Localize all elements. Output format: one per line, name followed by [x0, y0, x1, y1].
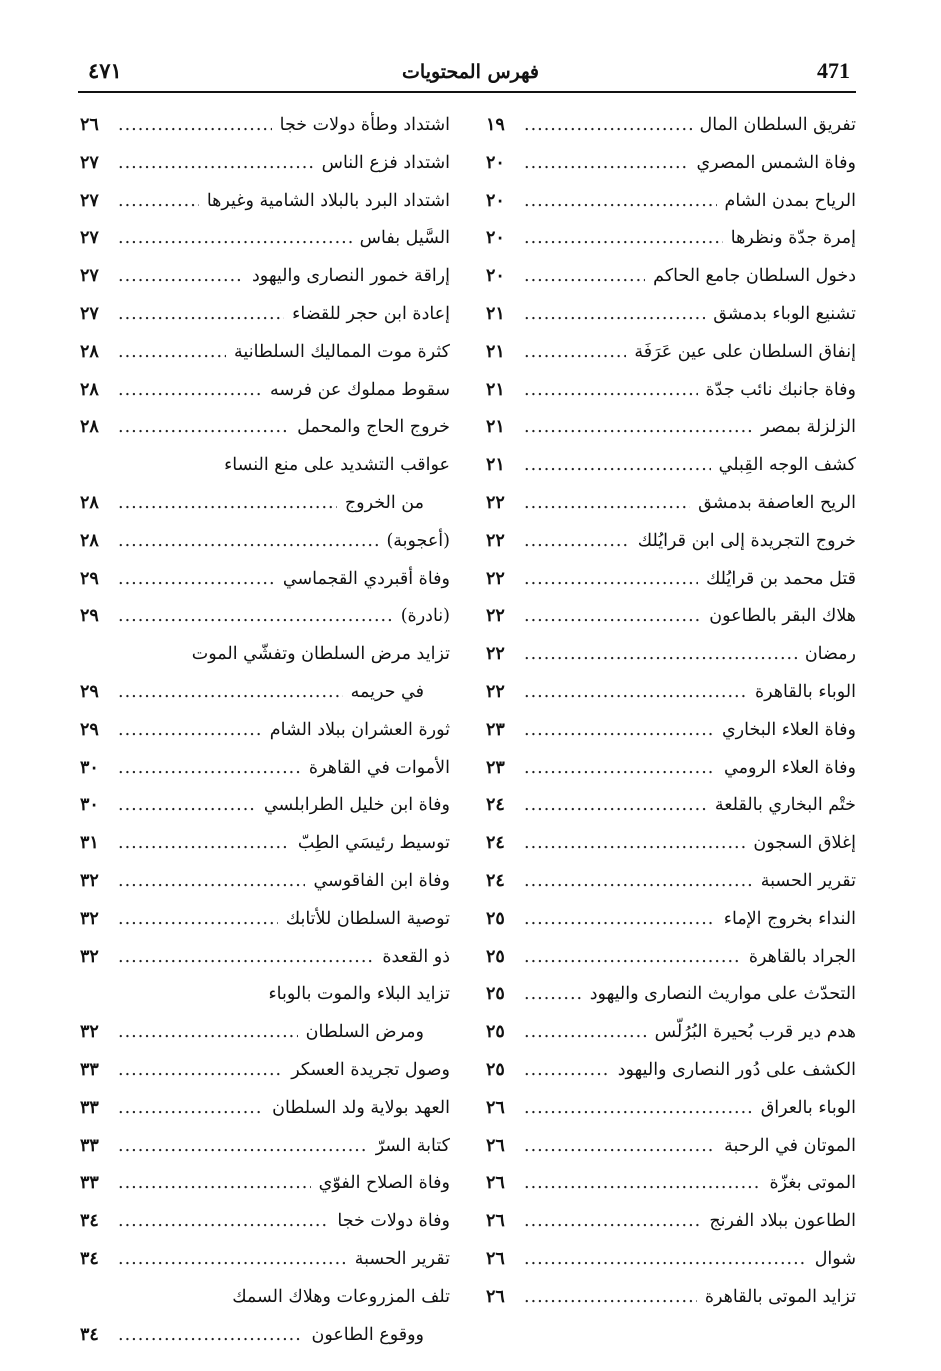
toc-entry: [80, 372, 450, 410]
toc-entry-title: توسيط رئيسَي الطِبّ: [297, 833, 450, 854]
dot-leader: [118, 296, 284, 334]
toc-entry-page: ٢٦: [80, 115, 99, 135]
dot-leader: [524, 636, 797, 674]
toc-entry-page: ٢٥: [486, 908, 505, 929]
toc-entry-title: وصول تجريدة العسكر: [291, 1059, 450, 1080]
toc-entry: [80, 334, 450, 372]
toc-entry-page: ٢٤: [486, 870, 505, 891]
toc-entry-page: ٢٣: [486, 719, 505, 740]
toc-entry: [80, 1165, 450, 1203]
dot-leader: [118, 1165, 311, 1203]
toc-entry-page: ٣٠: [80, 757, 99, 778]
toc-entry-title: إعادة ابن حجر للقضاء: [292, 303, 450, 324]
dot-leader: [524, 1014, 647, 1052]
toc-entry-title: الوباء بالعراق: [760, 1097, 856, 1118]
toc-entry-page: ٢٥: [486, 946, 505, 967]
toc-entry-page: ٢٢: [486, 606, 505, 627]
toc-entry: [80, 712, 450, 750]
toc-entry: [80, 674, 450, 712]
toc-entry-page: ٢٩: [80, 606, 99, 627]
toc-entry-title: الرياح بمدن الشام: [724, 190, 856, 211]
toc-entry-title: العهد بولاية ولد السلطان: [272, 1097, 450, 1118]
toc-entry-title: سقوط مملوك عن فرسه: [269, 379, 450, 400]
dot-leader: [524, 712, 714, 750]
toc-entry-title: الموتى بغزّة: [769, 1173, 856, 1194]
toc-entry: [486, 712, 856, 750]
dot-leader: [524, 901, 716, 939]
toc-entry-title: ومرض السلطان: [305, 1022, 424, 1043]
toc-entry-title: وفاة ابن الفاقوسي: [313, 870, 450, 891]
toc-entry: [486, 1090, 856, 1128]
toc-entry: [486, 561, 856, 599]
toc-entry-title: ختْم البخاري بالقلعة: [714, 795, 856, 816]
dot-leader: [118, 674, 343, 712]
toc-entry: [486, 258, 856, 296]
toc-entry: [80, 825, 450, 863]
toc-entry: [80, 183, 450, 221]
toc-entry-title: وفاة دولات خجا: [337, 1211, 450, 1232]
toc-entry: [486, 863, 856, 901]
toc-entry-page: ٢٨: [80, 530, 99, 551]
toc-entry: [486, 523, 856, 561]
dot-leader: [118, 258, 244, 296]
toc-entry-title: دخول السلطان جامع الحاكم: [653, 266, 856, 287]
toc-entry: [486, 674, 856, 712]
toc-entry-page: ٢٦: [486, 1135, 505, 1156]
toc-entry: [80, 1128, 450, 1166]
toc-entry-title: تلف المزروعات وهلاك السمك: [232, 1286, 450, 1307]
toc-entry-title: الزلزلة بمصر: [761, 417, 856, 438]
toc-entry-page: ٢٥: [486, 984, 505, 1005]
toc-entry-page: ٢٨: [80, 379, 99, 400]
toc-entry: [486, 976, 856, 1014]
dot-leader: [524, 1241, 807, 1279]
toc-entry-page: ٢٨: [80, 492, 99, 513]
toc-entry-title: السَّيل بفاس: [359, 228, 450, 249]
toc-entry: [80, 863, 450, 901]
toc-entry-page: ٢٠: [486, 190, 505, 211]
toc-entry-title: الأموات في القاهرة: [308, 757, 450, 778]
toc-entry-page: ٢٧: [80, 266, 99, 287]
dot-leader: [118, 334, 226, 372]
toc-entry-page: ٢٨: [80, 417, 99, 438]
toc-entry-title: (نادرة): [400, 606, 450, 627]
toc-entry-page: ٣١: [80, 833, 99, 854]
toc-entry-title: اشتداد فزع الناس: [321, 152, 450, 173]
dot-leader: [118, 939, 374, 977]
dot-leader: [118, 1052, 283, 1090]
toc-column-right: [486, 107, 856, 1317]
toc-entry: [80, 1279, 450, 1317]
toc-entry: [80, 939, 450, 977]
toc-entry: [80, 107, 450, 145]
toc-entry: [80, 976, 450, 1014]
dot-leader: [524, 561, 698, 599]
toc-entry-title: إراقة خمور النصارى واليهود: [252, 266, 450, 287]
dot-leader: [118, 750, 301, 788]
toc-entry: [80, 1203, 450, 1241]
toc-entry-page: ٢٦: [486, 1248, 505, 1269]
toc-entry: [486, 787, 856, 825]
toc-entry: [80, 750, 450, 788]
dot-leader: [524, 1279, 697, 1317]
toc-entry-page: ٣٤: [80, 1248, 99, 1269]
toc-entry-title: إمرة جدّة ونظرها: [730, 228, 856, 249]
toc-entry-page: ٣٢: [80, 1022, 99, 1043]
toc-entry-page: ٣٣: [80, 1135, 99, 1156]
toc-entry-page: ٣٠: [80, 795, 99, 816]
toc-entry-title: ثورة العشران ببلاد الشام: [269, 719, 450, 740]
toc-entry-title: من الخروج: [344, 492, 424, 513]
toc-entry: [486, 1241, 856, 1279]
toc-entry: [486, 901, 856, 939]
toc-entry-title: الجراد بالقاهرة: [748, 946, 856, 967]
dot-leader: [118, 561, 275, 599]
toc-entry-page: ٢٦: [486, 1173, 505, 1194]
dot-leader: [118, 598, 393, 636]
toc-entry-title: وفاة الصلاح الفوّي: [318, 1173, 450, 1194]
toc-entry: [80, 1317, 450, 1355]
toc-entry-page: ٢١: [486, 303, 505, 324]
toc-entry-title: (أعجوبة): [386, 530, 450, 551]
toc-entry-title: تقرير الحسبة: [760, 870, 856, 891]
toc-entry-title: تشنيع الوباء بدمشق: [713, 303, 856, 324]
page-number-arabic: ٤٧١: [88, 58, 122, 83]
dot-leader: [524, 145, 688, 183]
toc-entry-page: ٢٧: [80, 190, 99, 211]
toc-entry-page: ٢١: [486, 417, 505, 438]
toc-entry-page: ٢٩: [80, 681, 99, 702]
toc-entry: [486, 372, 856, 410]
toc-entry-page: ٢٠: [486, 228, 505, 249]
page-number-latin: 471: [817, 58, 850, 83]
toc-entry-page: ٢٧: [80, 228, 99, 249]
toc-entry-title: الموتان في الرحبة: [724, 1135, 856, 1156]
toc-entry-title: خروج التجريدة إلى ابن قرايُلك: [637, 530, 856, 551]
dot-leader: [524, 939, 741, 977]
toc-entry-page: ٣٣: [80, 1173, 99, 1194]
dot-leader: [524, 674, 747, 712]
dot-leader: [524, 447, 711, 485]
toc-entry-page: ٢١: [486, 379, 505, 400]
toc-entry-page: ٢٦: [486, 1211, 505, 1232]
toc-entry-title: التحدّث على مواريث النصارى واليهود: [589, 984, 856, 1005]
dot-leader: [524, 1090, 753, 1128]
toc-entry-page: ٢٢: [486, 644, 505, 665]
toc-column-left: [80, 107, 450, 1354]
dot-leader: [524, 409, 753, 447]
toc-entry-title: وفاة العلاء الرومي: [723, 757, 856, 778]
toc-entry-page: ٢٦: [486, 1286, 505, 1307]
toc-entry-title: ووقوع الطاعون: [311, 1324, 424, 1345]
toc-entry: [80, 145, 450, 183]
toc-entry-title: اشتداد وطأة دولات خجا: [279, 115, 450, 135]
dot-leader: [118, 1090, 264, 1128]
toc-entry: [80, 258, 450, 296]
toc-entry: [486, 825, 856, 863]
dot-leader: [118, 523, 378, 561]
toc-entry-title: النداء بخروج الإماء: [723, 908, 856, 929]
toc-entry-page: ٢٧: [80, 152, 99, 173]
toc-entry: [486, 183, 856, 221]
toc-entry-page: ٣٢: [80, 908, 99, 929]
dot-leader: [524, 976, 582, 1014]
dot-leader: [118, 145, 314, 183]
toc-entry-title: إغلاق السجون: [753, 833, 856, 854]
toc-entry: [486, 220, 856, 258]
toc-entry-title: كتابة السرّ: [375, 1135, 450, 1156]
toc-entry-title: الوباء بالقاهرة: [754, 681, 856, 702]
toc-entry-title: خروج الحاج والمحمل: [297, 417, 450, 438]
toc-entry: [80, 447, 450, 485]
toc-entry-page: ٢٠: [486, 152, 505, 173]
toc-entry-title: تزايد مرض السلطان وتفشّي الموت: [191, 644, 450, 665]
toc-entry-title: تزايد البلاء والموت بالوباء: [268, 984, 450, 1005]
dot-leader: [524, 485, 690, 523]
toc-entry-page: ٢٧: [80, 303, 99, 324]
toc-entry: [486, 485, 856, 523]
dot-leader: [118, 372, 262, 410]
toc-entry-title: وفاة الشمس المصري: [696, 152, 856, 173]
toc-entry-page: ٢٢: [486, 492, 505, 513]
dot-leader: [118, 1203, 329, 1241]
toc-entry-title: في حريمه: [350, 681, 424, 702]
toc-entry-page: ٣٣: [80, 1097, 99, 1118]
toc-entry: [486, 750, 856, 788]
dot-leader: [524, 334, 626, 372]
dot-leader: [118, 863, 305, 901]
dot-leader: [524, 258, 645, 296]
dot-leader: [524, 1165, 761, 1203]
toc-entry: [80, 1052, 450, 1090]
toc-entry: [486, 1052, 856, 1090]
toc-entry: [486, 598, 856, 636]
toc-entry: [486, 939, 856, 977]
toc-entry: [80, 598, 450, 636]
toc-entry-page: ٢٢: [486, 530, 505, 551]
toc-entry-page: ٢٩: [80, 568, 99, 589]
toc-entry-title: عواقب التشديد على منع النساء: [224, 455, 450, 476]
toc-entry-title: الطاعون ببلاد الفرنج: [709, 1211, 856, 1232]
toc-entry-page: ٣٢: [80, 946, 99, 967]
toc-entry-page: ٣٢: [80, 870, 99, 891]
dot-leader: [118, 220, 352, 258]
toc-entry-title: كثرة موت المماليك السلطانية: [234, 341, 450, 362]
toc-entry-title: وفاة أقبردي القجماسي: [282, 568, 450, 589]
running-title: فهرس المحتويات: [402, 61, 539, 83]
toc-entry: [80, 901, 450, 939]
toc-entry-page: ٢٨: [80, 341, 99, 362]
toc-entry-title: هلاك البقر بالطاعون: [709, 606, 856, 627]
toc-entry: [80, 296, 450, 334]
toc-entry: [80, 561, 450, 599]
dot-leader: [524, 296, 705, 334]
toc-entry-page: ٢٣: [486, 757, 505, 778]
dot-leader: [524, 863, 753, 901]
dot-leader: [524, 220, 723, 258]
toc-entry-page: ٣٣: [80, 1059, 99, 1080]
toc-entry: [80, 787, 450, 825]
toc-entry: [486, 1165, 856, 1203]
toc-entry: [80, 1014, 450, 1052]
dot-leader: [118, 1128, 368, 1166]
toc-entry-title: كشف الوجه القِبلي: [718, 455, 856, 476]
toc-entry: [80, 1241, 450, 1279]
toc-entry-title: الكشف على دُور النصارى واليهود: [617, 1059, 856, 1080]
toc-entry: [486, 334, 856, 372]
toc-entry-title: تزايد الموتى بالقاهرة: [704, 1286, 856, 1307]
dot-leader: [118, 409, 289, 447]
toc-entry-title: وفاة جانبك نائب جدّة: [705, 379, 856, 400]
dot-leader: [524, 372, 698, 410]
toc-entry: [486, 636, 856, 674]
toc-entry-title: اشتداد البرد بالبلاد الشامية وغيرها: [206, 190, 450, 211]
toc-entry-page: ٣٤: [80, 1324, 99, 1345]
toc-entry: [486, 1203, 856, 1241]
toc-entry: [486, 296, 856, 334]
dot-leader: [524, 825, 745, 863]
dot-leader: [524, 183, 717, 221]
toc-entry: [80, 1090, 450, 1128]
toc-entry-title: وفاة ابن خليل الطرابلسي: [263, 795, 450, 816]
header-rule: [78, 91, 856, 93]
toc-entry-title: هدم دير قرب بُحيرة البُرُلّس: [654, 1022, 856, 1043]
toc-entry: [486, 1279, 856, 1317]
dot-leader: [118, 1317, 303, 1355]
dot-leader: [118, 901, 278, 939]
dot-leader: [524, 598, 701, 636]
toc-entry-page: ٢٤: [486, 795, 505, 816]
dot-leader: [524, 750, 716, 788]
toc-entry-title: تفريق السلطان المال: [699, 115, 856, 135]
toc-entry: [80, 409, 450, 447]
dot-leader: [524, 1052, 610, 1090]
toc-entry: [486, 1014, 856, 1052]
toc-entry: [80, 220, 450, 258]
toc-entry-page: ٢٤: [486, 833, 505, 854]
toc-entry: [80, 485, 450, 523]
toc-entry-page: ٢١: [486, 455, 505, 476]
dot-leader: [524, 107, 692, 145]
toc-entry-page: ٢٥: [486, 1022, 505, 1043]
toc-entry-page: ٢٩: [80, 719, 99, 740]
dot-leader: [118, 183, 199, 221]
toc-entry: [80, 523, 450, 561]
toc-entry-page: ٢٢: [486, 681, 505, 702]
toc-entry-page: ٢١: [486, 341, 505, 362]
toc-entry: [486, 447, 856, 485]
dot-leader: [118, 485, 337, 523]
dot-leader: [524, 1128, 716, 1166]
toc-entry-title: ذو القعدة: [382, 946, 450, 967]
toc-entry-page: ٢٦: [486, 1097, 505, 1118]
toc-entry-title: شوال: [814, 1248, 856, 1269]
toc-entry-page: ١٩: [486, 115, 505, 135]
dot-leader: [118, 825, 290, 863]
dot-leader: [524, 1203, 701, 1241]
toc-entry-title: إنفاق السلطان على عين عَرَفَة: [634, 341, 856, 362]
toc-entry: [486, 107, 856, 145]
dot-leader: [118, 1014, 298, 1052]
toc-entry-title: وفاة العلاء البخاري: [721, 719, 856, 740]
dot-leader: [118, 1241, 347, 1279]
toc-entry-title: رمضان: [804, 644, 856, 665]
dot-leader: [524, 523, 630, 561]
toc-entry: [486, 409, 856, 447]
dot-leader: [118, 712, 262, 750]
toc-entry: [486, 145, 856, 183]
dot-leader: [118, 787, 256, 825]
toc-entry-page: ٣٤: [80, 1211, 99, 1232]
toc-entry-title: الريح العاصفة بدمشق: [698, 492, 856, 513]
toc-entry: [486, 1128, 856, 1166]
toc-entry-page: ٢٠: [486, 266, 505, 287]
toc-entry-page: ٢٥: [486, 1059, 505, 1080]
toc-entry-title: توصية السلطان للأتابك: [285, 908, 450, 929]
dot-leader: [118, 107, 272, 145]
toc-entry-title: قتل محمد بن قرايُلك: [705, 568, 856, 589]
toc-entry-title: تقرير الحسبة: [354, 1248, 450, 1269]
toc-entry: [80, 636, 450, 674]
toc-entry-page: ٢٢: [486, 568, 505, 589]
dot-leader: [524, 787, 707, 825]
